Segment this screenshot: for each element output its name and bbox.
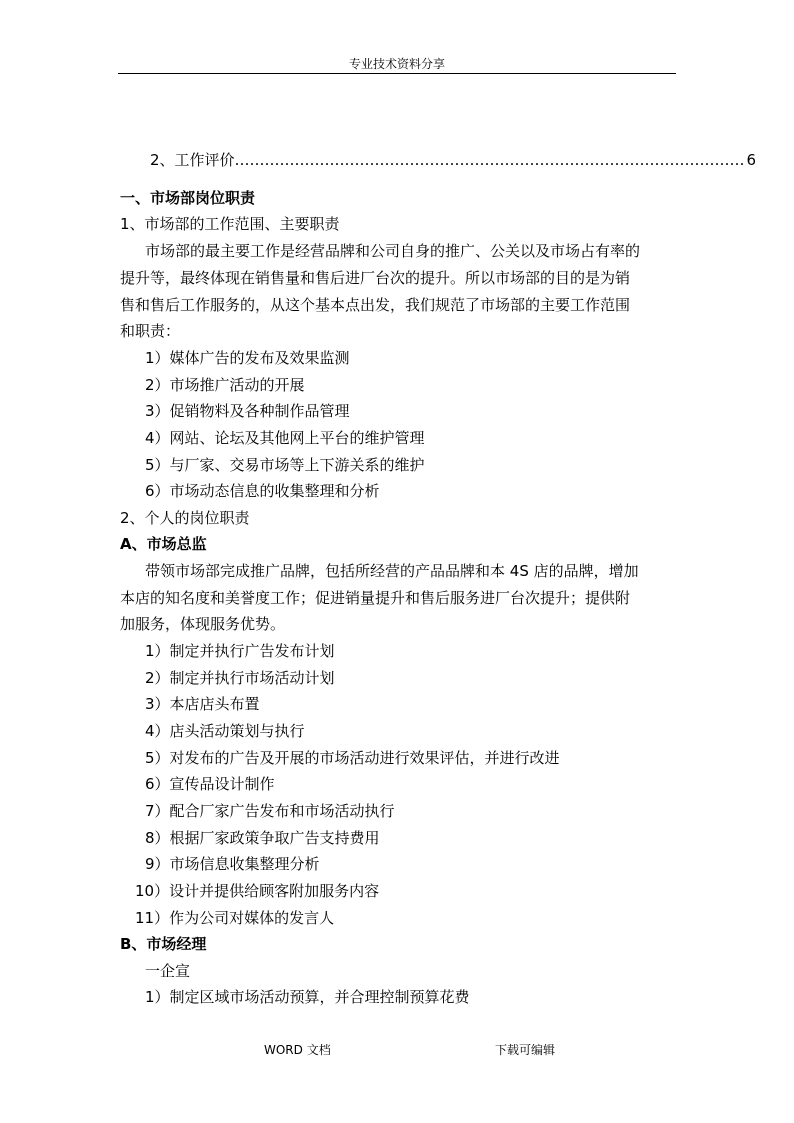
list-item: 5）与厂家、交易市场等上下游关系的维护 bbox=[145, 456, 425, 474]
paragraph-line: 售和售后工作服务的，从这个基本点出发，我们规范了市场部的主要工作范围 bbox=[120, 296, 631, 314]
list-item: 4）网站、论坛及其他网上平台的维护管理 bbox=[145, 429, 425, 447]
paragraph-line: 一企宣 bbox=[145, 962, 191, 980]
page-header-title: 专业技术资料分享 bbox=[348, 57, 445, 71]
header-rule bbox=[118, 73, 676, 74]
toc-page-number: 6 bbox=[746, 151, 757, 169]
paragraph-line: 本店的知名度和美誉度工作；促进销量提升和售后服务进厂台次提升；提供附 bbox=[120, 589, 631, 607]
role-heading: B、市场经理 bbox=[120, 935, 207, 953]
toc-label: 2、工作评价 bbox=[150, 151, 235, 169]
paragraph-line: 带领市场部完成推广品牌，包括所经营的产品品牌和本 4S 店的品牌，增加 bbox=[145, 562, 639, 580]
toc-leader-dots: ………………………………………………………………………………………… bbox=[234, 151, 745, 169]
subsection-heading: 1、市场部的工作范围、主要职责 bbox=[120, 215, 340, 233]
subsection-heading: 2、个人的岗位职责 bbox=[120, 509, 250, 527]
list-item: 7）配合厂家广告发布和市场活动执行 bbox=[145, 802, 395, 820]
role-heading: A、市场总监 bbox=[120, 535, 207, 553]
list-item: 5）对发布的广告及开展的市场活动进行效果评估，并进行改进 bbox=[145, 749, 560, 767]
list-item: 3）促销物料及各种制作品管理 bbox=[145, 402, 350, 420]
list-item: 9）市场信息收集整理分析 bbox=[145, 855, 320, 873]
list-item: 1）制定并执行广告发布计划 bbox=[145, 642, 335, 660]
paragraph-line: 市场部的最主要工作是经营品牌和公司自身的推广、公关以及市场占有率的 bbox=[145, 242, 641, 260]
list-item: 6）宣传品设计制作 bbox=[145, 775, 275, 793]
list-item: 2）市场推广活动的开展 bbox=[145, 376, 305, 394]
section-heading-1: 一、市场部岗位职责 bbox=[120, 189, 256, 207]
list-item: 1）制定区域市场活动预算，并合理控制预算花费 bbox=[145, 988, 470, 1006]
list-item: 11）作为公司对媒体的发言人 bbox=[135, 909, 335, 927]
list-item: 6）市场动态信息的收集整理和分析 bbox=[145, 482, 380, 500]
list-item: 4）店头活动策划与执行 bbox=[145, 722, 305, 740]
toc-entry bbox=[150, 150, 757, 170]
list-item: 10）设计并提供给顾客附加服务内容 bbox=[135, 882, 380, 900]
paragraph-line: 和职责： bbox=[120, 322, 181, 340]
footer-right-text: 下载可编辑 bbox=[495, 1043, 556, 1057]
paragraph-line: 提升等，最终体现在销售量和售后进厂台次的提升。所以市场部的目的是为销 bbox=[120, 269, 631, 287]
list-item: 2）制定并执行市场活动计划 bbox=[145, 669, 335, 687]
list-item: 1）媒体广告的发布及效果监测 bbox=[145, 349, 350, 367]
list-item: 8）根据厂家政策争取广告支持费用 bbox=[145, 829, 380, 847]
footer-left-text: WORD 文档 bbox=[264, 1043, 331, 1057]
paragraph-line: 加服务，体现服务优势。 bbox=[120, 615, 286, 633]
list-item: 3）本店店头布置 bbox=[145, 695, 260, 713]
